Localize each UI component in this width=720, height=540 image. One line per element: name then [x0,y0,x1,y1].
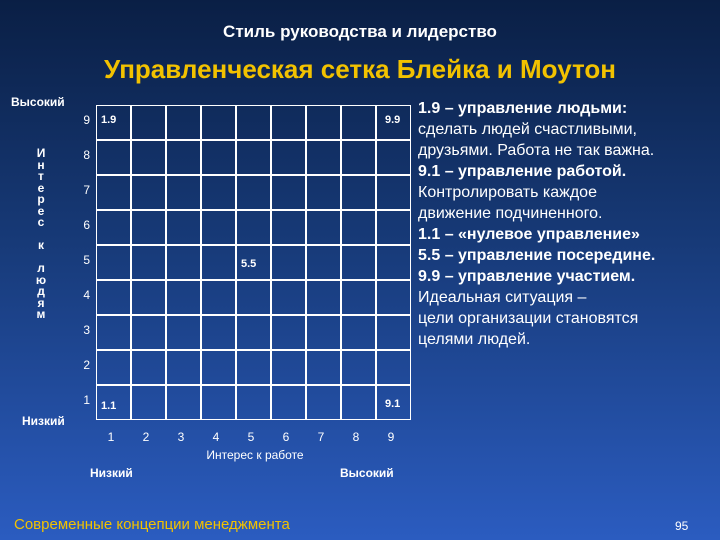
grid-cell [236,140,271,175]
grid-cell [236,315,271,350]
note-line: целями людей. [418,331,531,348]
y-tick-label: 2 [83,358,90,372]
y-tick-label: 1 [83,393,90,407]
grid-cell [376,140,411,175]
grid-cell [96,280,131,315]
grid-cell [131,245,166,280]
grid-cell [131,315,166,350]
y-axis-label-letter: И [36,146,46,160]
grid-cell [201,315,236,350]
grid-cell [376,175,411,210]
x-tick-label: 6 [282,430,290,444]
x-tick-label: 5 [247,430,255,444]
grid-cell [341,210,376,245]
grid-cell [271,245,306,280]
cell-label-1-1: 1.1 [101,400,117,412]
grid-cell [376,280,411,315]
grid-cell [341,385,376,420]
note-line: 9.1 – управление работой. [418,163,627,180]
y-axis-label-letter: к [37,238,44,252]
grid-cell [96,350,131,385]
grid-cell [271,140,306,175]
grid-cell [271,105,306,140]
x-tick-label: 8 [352,430,360,444]
grid-cell [131,140,166,175]
grid-cell [96,315,131,350]
grid-cell [166,175,201,210]
grid-cell [376,210,411,245]
y-axis-label-letter: с [37,215,45,229]
grid-cell [166,315,201,350]
grid-cell [201,280,236,315]
cell-label-1-9: 1.9 [101,114,117,126]
grid-cell [376,350,411,385]
x-axis-title: Интерес к работе [206,448,304,462]
y-tick-label: 7 [83,183,90,197]
note-line: 1.1 – «нулевое управление» [418,226,640,243]
grid-cell [131,350,166,385]
notes-panel [418,98,718,350]
grid-cell [306,350,341,385]
y-tick-label: 9 [83,113,90,127]
grid-cell [166,350,201,385]
y-axis-label-letter: л [37,261,45,275]
x-axis-low-label: Низкий [90,466,133,480]
grid-cell [201,175,236,210]
grid-cell [271,350,306,385]
grid-cell [236,350,271,385]
grid-cell [131,105,166,140]
y-tick-label: 3 [83,323,90,337]
grid-cell [166,385,201,420]
y-axis-label-letter: н [37,157,45,172]
page-number: 95 [675,519,689,533]
grid-cell [376,245,411,280]
x-tick-label: 9 [387,430,395,444]
grid-cell [341,315,376,350]
note-line: сделать людей счастливыми, [418,121,637,138]
grid-cell [236,280,271,315]
note-line: цели организации становятся [418,310,639,327]
grid-cell [201,385,236,420]
grid-cell [271,315,306,350]
footer-title: Современные концепции менеджмента [14,516,290,533]
grid-cell [131,385,166,420]
y-axis-high-label: Высокий [11,95,65,109]
note-line: Идеальная ситуация – [418,289,587,306]
slide-title: Управленческая сетка Блейка и Моутон [104,54,616,84]
grid-cell [166,280,201,315]
grid-cell [306,140,341,175]
x-tick-label: 3 [177,430,185,444]
grid-cell [201,245,236,280]
grid-cell [166,140,201,175]
y-tick-label: 6 [83,218,90,232]
y-axis-label-letter: м [36,307,46,321]
grid-cell [96,175,131,210]
grid-cell [201,350,236,385]
note-line: 1.9 – управление людьми: [418,100,628,117]
grid-cell [341,175,376,210]
grid-cell [96,245,131,280]
note-line: 9.9 – управление участием. [418,268,636,285]
grid-cell [271,175,306,210]
grid-cell [131,280,166,315]
grid-cell [166,245,201,280]
grid-cell [306,245,341,280]
cell-label-5-5: 5.5 [241,258,257,270]
y-axis-label-letter: ю [35,272,47,287]
grid-cell [271,385,306,420]
y-tick-label: 4 [83,288,90,302]
grid-cell [376,315,411,350]
y-axis-label-letter: р [37,192,45,206]
grid-cell [271,210,306,245]
x-tick-label: 1 [107,430,115,444]
grid-cell [201,210,236,245]
grid-cell [341,105,376,140]
grid-cell [306,175,341,210]
x-tick-label: 7 [317,430,325,444]
grid-cell [306,280,341,315]
y-axis-label-letter: д [37,284,45,298]
grid-cell [306,315,341,350]
cell-label-9-9: 9.9 [385,114,401,126]
y-axis-label-letter: т [38,169,44,183]
y-axis-vertical-label [31,148,51,321]
y-tick-label: 8 [83,148,90,162]
grid-cell [236,105,271,140]
y-axis-label-letter: я [37,295,45,310]
x-tick-label: 2 [142,430,150,444]
y-axis-low-label: Низкий [22,414,65,428]
grid-cell [341,280,376,315]
x-tick-label: 4 [212,430,220,444]
x-axis-high-label: Высокий [340,466,394,480]
grid-cell [341,350,376,385]
note-line: движение подчиненного. [418,205,603,222]
grid-cell [271,280,306,315]
grid-cell [166,105,201,140]
note-line: 5.5 – управление посередине. [418,247,656,264]
grid-cell [236,210,271,245]
note-line: Контролировать каждое [418,184,597,201]
slide-header: Стиль руководства и лидерство [223,22,497,41]
grid-cell [131,175,166,210]
grid-cell [236,175,271,210]
cell-label-9-1: 9.1 [385,398,401,410]
y-tick-label: 5 [83,253,90,267]
y-axis-label-letter: е [37,203,45,218]
grid-cell [96,210,131,245]
grid-cell [236,385,271,420]
y-axis-label-letter: е [37,180,45,195]
grid-cell [306,385,341,420]
grid-cell [306,105,341,140]
grid-cell [306,210,341,245]
grid-cell [201,105,236,140]
grid-cell [131,210,166,245]
grid-cell [341,245,376,280]
note-line: друзьями. Работа не так важна. [418,142,655,159]
grid-cell [166,210,201,245]
grid-cell [96,140,131,175]
grid-cell [341,140,376,175]
grid-cell [201,140,236,175]
